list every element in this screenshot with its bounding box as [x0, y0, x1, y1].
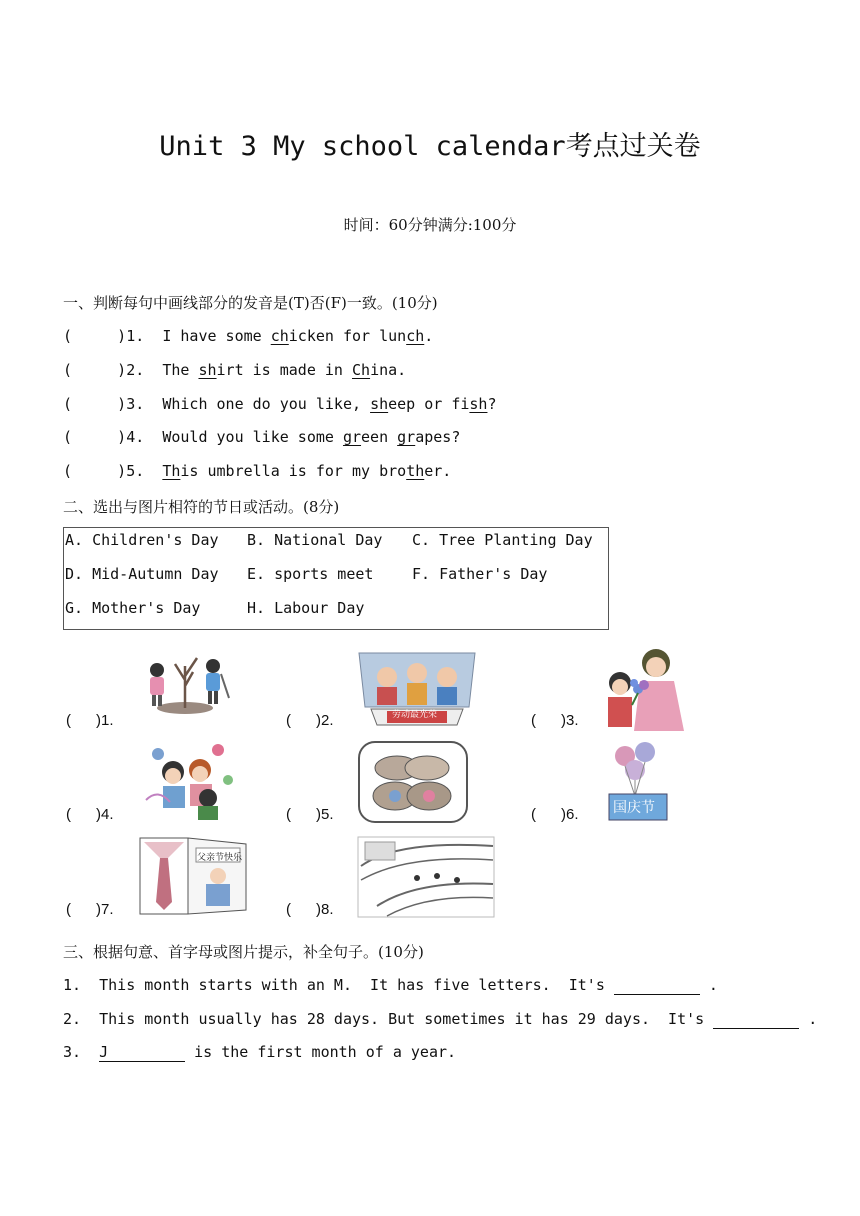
- s1-question-3: ( )3. Which one do you like, sheep or fish?: [63, 395, 497, 413]
- option-a: A. Children's Day: [65, 531, 219, 549]
- picture-6-banner: 国庆节: [613, 800, 655, 816]
- option-b: B. National Day: [247, 531, 383, 549]
- picture-7-label[interactable]: ( )7.: [66, 901, 114, 918]
- sports-meet-track-icon: [357, 836, 495, 918]
- tree-planting-icon: [135, 646, 235, 718]
- answer-blank-1[interactable]: [614, 976, 700, 995]
- fathers-day-card-icon: [138, 834, 248, 916]
- picture-1-label[interactable]: ( )1.: [66, 712, 114, 729]
- answer-paren[interactable]: ( ): [63, 428, 127, 446]
- s3-question-2: 2. This month usually has 28 days. But sometimes it has 29 days. It's .: [63, 1010, 818, 1028]
- answer-blank-2[interactable]: [713, 1010, 799, 1029]
- s1-question-2: ( )2. The shirt is made in China.: [63, 361, 407, 379]
- answer-paren[interactable]: ( ): [63, 361, 127, 379]
- picture-2-label[interactable]: ( )2.: [286, 712, 334, 729]
- picture-5-label[interactable]: ( )5.: [286, 806, 334, 823]
- answer-blank-3[interactable]: [99, 1043, 185, 1062]
- s3-question-1: 1. This month starts with an M. It has five letters. It's .: [63, 976, 718, 994]
- options-box: [63, 527, 609, 630]
- hint-letter: J: [99, 1043, 109, 1061]
- option-f: F. Father's Day: [412, 565, 548, 583]
- children-celebrating-icon: [138, 740, 240, 822]
- picture-2-banner: 劳动最光荣: [392, 710, 438, 720]
- picture-6-label[interactable]: ( )6.: [531, 806, 579, 823]
- exam-meta: 时间：60分钟满分:100分: [343, 216, 517, 234]
- answer-paren[interactable]: ( ): [63, 395, 127, 413]
- picture-3-label[interactable]: ( )3.: [531, 712, 579, 729]
- page-title: Unit 3 My school calendar考点过关卷: [159, 131, 701, 162]
- option-d: D. Mid-Autumn Day: [65, 565, 219, 583]
- answer-paren[interactable]: ( ): [63, 462, 127, 480]
- option-c: C. Tree Planting Day: [412, 531, 593, 549]
- s1-question-1: ( )1. I have some chicken for lunch.: [63, 327, 434, 345]
- picture-7-banner: 父亲节快乐: [197, 853, 243, 863]
- picture-8-label[interactable]: ( )8.: [286, 901, 334, 918]
- option-e: E. sports meet: [247, 565, 374, 583]
- option-g: G. Mother's Day: [65, 599, 201, 617]
- s1-question-4: ( )4. Would you like some green grapes?: [63, 428, 461, 446]
- s3-question-3: 3. J is the first month of a year.: [63, 1043, 457, 1061]
- section1-heading: 一、判断每句中画线部分的发音是(T)否(F)一致。(10分): [63, 294, 438, 312]
- section3-heading: 三、根据句意、首字母或图片提示，补全句子。(10分): [63, 943, 424, 961]
- section2-heading: 二、选出与图片相符的节日或活动。(8分): [63, 498, 340, 516]
- s1-question-5: ( )5. This umbrella is for my brother.: [63, 462, 452, 480]
- picture-4-label[interactable]: ( )4.: [66, 806, 114, 823]
- page-title-cn: 考点过关卷: [565, 131, 701, 162]
- answer-paren[interactable]: ( ): [63, 327, 127, 345]
- mooncakes-icon: [357, 740, 469, 824]
- mother-flowers-icon: [598, 645, 690, 731]
- option-h: H. Labour Day: [247, 599, 365, 617]
